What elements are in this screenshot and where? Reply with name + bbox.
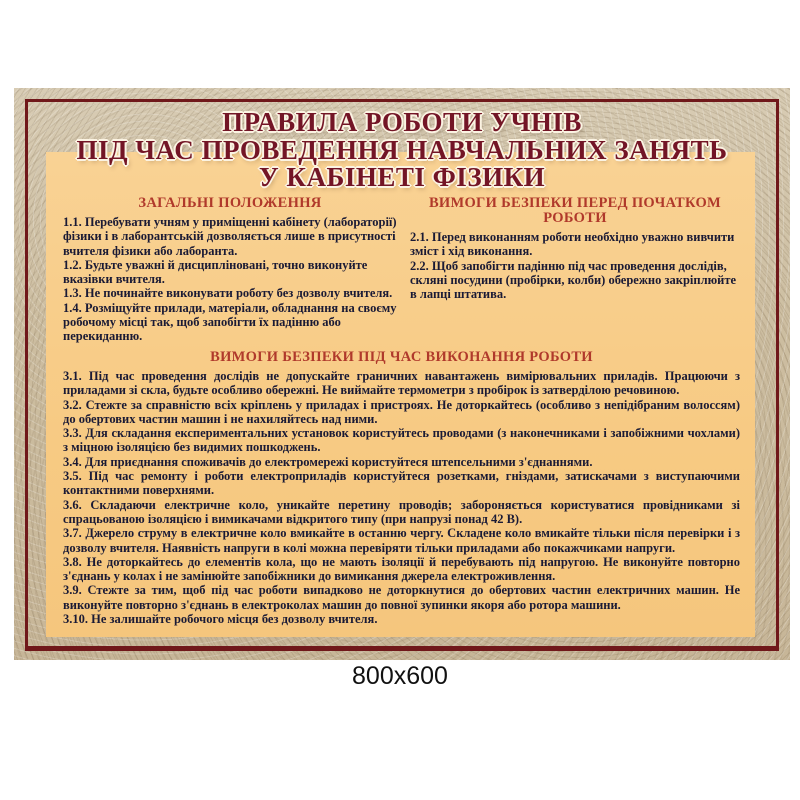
rule-item-3-4: 3.4. Для приєднання споживачів до електромережі користуйтеся штепсельними з'єднаннями. [63, 454, 593, 469]
two-column-area [63, 196, 740, 346]
size-caption: 800x600 [352, 662, 448, 690]
rule-item-1-4: 1.4. Розміщуйте прилади, матеріали, обладнання на своєму робочому місці так, щоб запобігти їх падінню або перекиданню. [63, 300, 397, 344]
poster-title-line-3: У КАБІНЕТІ ФІЗИКИ [258, 162, 546, 192]
rule-item-3-6: 3.6. Складаючи електричне коло, уникайте перетину проводів; забороняється користуватися провідниками зі спрацьованою ізоляцією і вимикачами відкритого типу (при напрузі понад 42 В). [63, 497, 740, 526]
rule-item-3-3: 3.3. Для складання експериментальних установок користуйтесь проводами (з наконечниками і запобіжними чохлами) з міцною ізоляцією без видимих пошкоджень. [63, 426, 740, 455]
rule-item-3-7: 3.7. Джерело струму в електричне коло вмикайте в останню чергу. Складене коло вмикайте тільки після перевірки і з дозволу вчителя. Наявність напруги в колі можна перевіряти тільки приладами або покажчиками напруги. [63, 526, 740, 555]
section-during-work-heading: ВИМОГИ БЕЗПЕКИ ПІД ЧАС ВИКОНАННЯ РОБОТИ [210, 349, 593, 365]
rule-item-3-9: 3.9. Стежте за тим, щоб під час роботи випадково не доторкнутися до обертових частин електричних машин. Не виконуйте повторно з'єднань в електроколах машин до повної зупинки якоря або ротора машини. [63, 583, 740, 612]
section-general-heading: ЗАГАЛЬНІ ПОЛОЖЕННЯ [138, 195, 322, 211]
rule-item-3-2: 3.2. Стежте за справністю всіх кріплень у приладах і пристроях. Не доторкайтесь (особливо з непідібраним волоссям) до обертових частин машин і не нахиляйтесь над ними. [63, 397, 740, 426]
rule-item-3-8: 3.8. Не доторкайтесь до елементів кола, що не мають ізоляції й перебувають під напругою. Не виконуйте повторно з'єднань у колах і не замінюйте запобіжники до вимикання джерела електроживлення. [63, 554, 740, 584]
section-general [63, 196, 397, 346]
physics-rules-poster [14, 88, 790, 660]
section-before-work-heading: ВИМОГИ БЕЗПЕКИ ПЕРЕД ПОЧАТКОМ РОБОТИ [428, 195, 722, 226]
poster-title-line-1: ПРАВИЛА РОБОТИ УЧНІВ [222, 107, 582, 137]
poster-content [46, 152, 755, 637]
rule-item-1-1: 1.1. Перебувати учням у приміщенні кабінету (лабораторії) фізики і в лаборантській дозволяється лише в присутності вчителя фізики або лаборанта. [63, 215, 397, 258]
poster-title [14, 109, 790, 192]
poster-title-line-2: ПІД ЧАС ПРОВЕДЕННЯ НАВЧАЛЬНИХ ЗАНЯТЬ [76, 134, 728, 165]
rule-item-1-2: 1.2. Будьте уважні й дисципліновані, точно виконуйте вказівки вчителя. [63, 257, 368, 287]
rule-item-3-1: 3.1. Під час проведення дослідів не допускайте граничних навантажень вимірювальних приладів. Працюючи з приладами зі скла, будьте особливо обережні. Не виймайте термометри з пробірок із затверділою речовиною. [63, 369, 740, 398]
section-before-work [410, 196, 740, 346]
rule-item-1-3: 1.3. Не починайте виконувати роботу без дозволу вчителя. [63, 286, 393, 301]
rule-item-2-2: 2.2. Щоб запобігти падінню під час проведення дослідів, скляні посудини (пробірки, колби) обережно закріплюйте в лапці штатива. [410, 258, 737, 302]
rule-item-2-1: 2.1. Перед виконанням роботи необхідно уважно вивчити зміст і хід виконання. [410, 230, 735, 259]
rule-item-3-5: 3.5. Під час ремонту і роботи електроприладів користуйтеся розетками, гніздами, затискачами з виступаючими контактними поверхнями. [63, 469, 740, 498]
rule-item-3-10: 3.10. Не залишайте робочого місця без дозволу вчителя. [63, 612, 378, 627]
